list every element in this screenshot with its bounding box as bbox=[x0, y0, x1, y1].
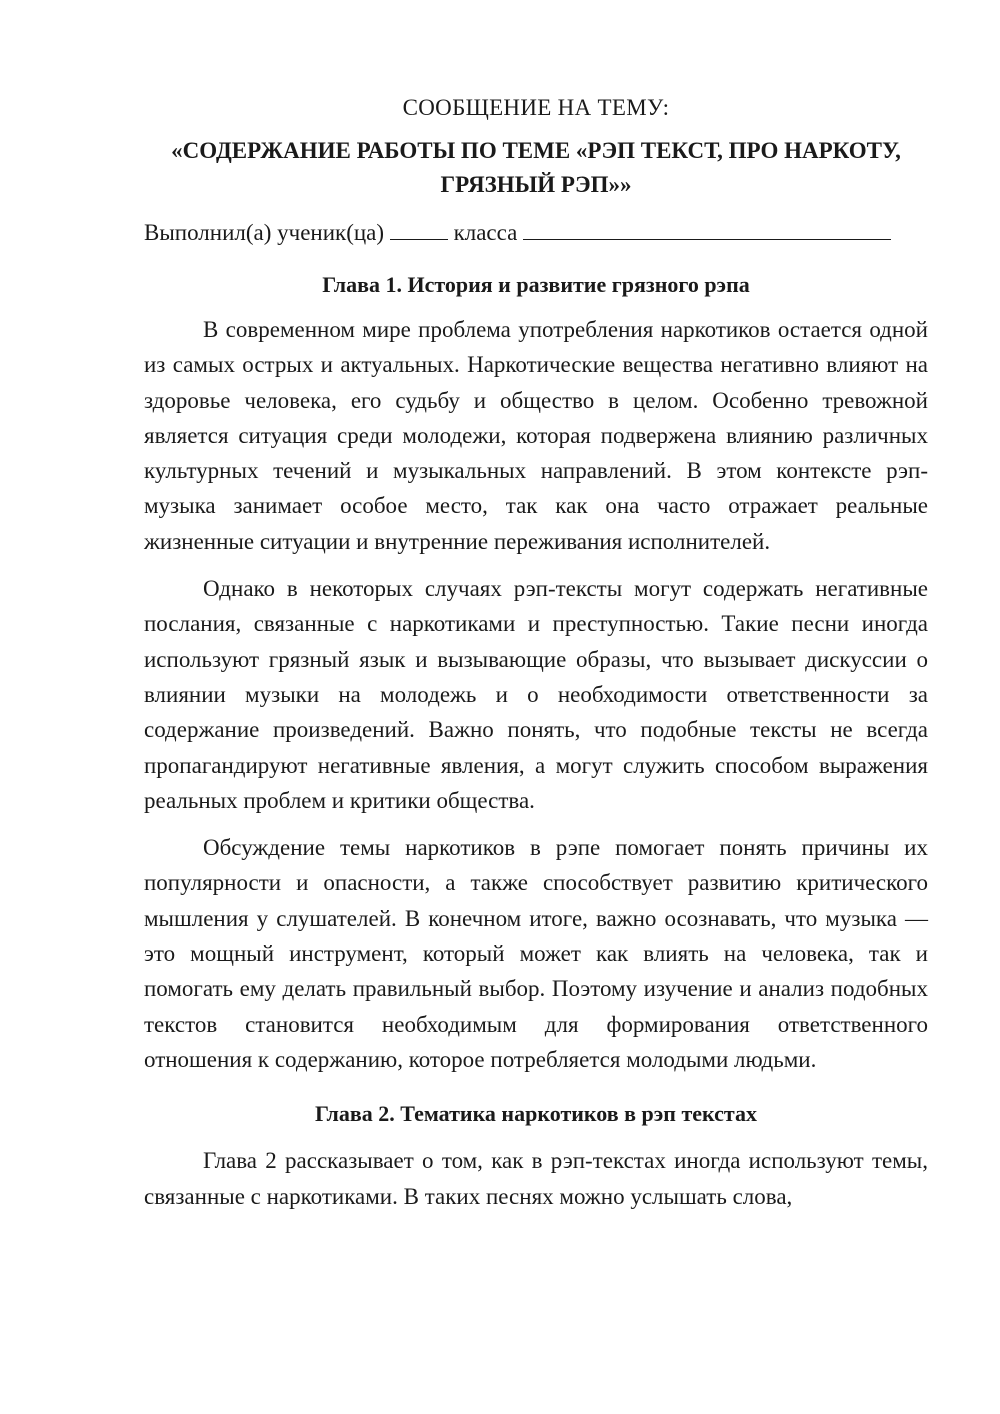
chapter-1-paragraph-2: Однако в некоторых случаях рэп-тексты могут содержать негативные послания, связанные с наркотиками и преступностью. Такие песни иногда используют грязный язык и вызывающие образы, что вызывает дискуссии о влиянии музыки на молодежь и о необходимости ответственности за содержание произведений. Важно понять, что подобные тексты не всегда пропагандируют негативные явления, а могут служить способом выражения реальных проблем и критики общества. bbox=[144, 576, 928, 813]
performed-by-label: Выполнил(а) ученик(ца) bbox=[144, 220, 385, 245]
chapter-1-paragraph-1: В современном мире проблема употребления наркотиков остается одной из самых острых и актуальных. Наркотические вещества негативно влияют на здоровье человека, его судьбу и общество в целом. Особенно тревожной является ситуация среди молодежи, которая подвержена влиянию различных культурных течений и музыкальных направлений. В этом контексте рэп-музыка занимает особое место, так как она часто отражает реальные жизненные ситуации и внутренние переживания исполнителей. bbox=[144, 317, 928, 554]
class-label: класса bbox=[453, 220, 518, 245]
class-number-blank bbox=[390, 217, 448, 240]
topic-label: СООБЩЕНИЕ НА ТЕМУ: bbox=[402, 95, 670, 120]
chapter-2-paragraph-1: Глава 2 рассказывает о том, как в рэп-текстах иногда используют темы, связанные с наркотиками. В таких песнях можно услышать слова, bbox=[144, 1148, 928, 1209]
student-info-line bbox=[144, 216, 928, 250]
student-name-blank bbox=[523, 217, 891, 240]
title-line-1: «СОДЕРЖАНИЕ РАБОТЫ ПО ТЕМЕ «РЭП ТЕКСТ, ПРО НАРКОТУ, bbox=[171, 138, 901, 163]
chapter-2-title: Глава 2. Тематика наркотиков в рэп текстах bbox=[315, 1101, 757, 1127]
chapter-1-title: Глава 1. История и развитие грязного рэпа bbox=[322, 272, 750, 297]
title-line-2: ГРЯЗНЫЙ РЭП»» bbox=[440, 172, 632, 197]
chapter-1-paragraph-3: Обсуждение темы наркотиков в рэпе помогает понять причины их популярности и опасности, а также способствует развитию критического мышления у слушателей. В конечном итоге, важно осознавать, что музыка — это мощный инструмент, который может как влиять на человека, так и помогать ему делать правильный выбор. Поэтому изучение и анализ подобных текстов становится необходимым для формирования ответственного отношения к содержанию, которое потребляется молодыми людьми. bbox=[144, 835, 928, 1072]
document-title bbox=[144, 134, 928, 202]
document-page bbox=[144, 92, 928, 1226]
